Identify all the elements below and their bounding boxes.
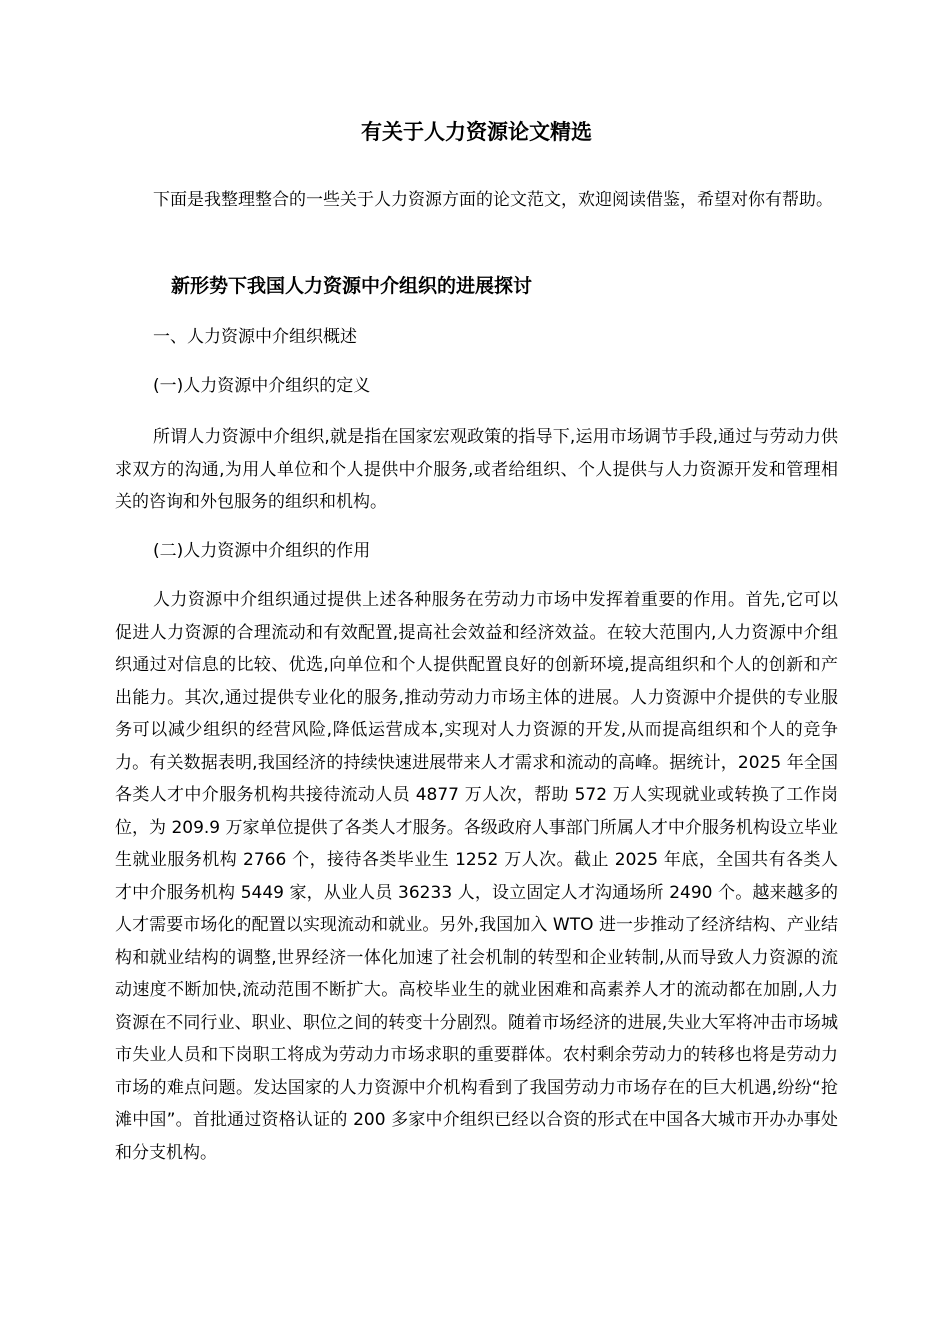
document-title: 有关于人力资源论文精选 <box>361 120 592 144</box>
definition-paragraph: 所谓人力资源中介组织,就是指在国家宏观政策的指导下,运用市场调节手段,通过与劳动力供求双方的沟通,为用人单位和个人提供中介服务,或者给组织、个人提供与人力资源开发和管理相关的咨询和外包服务的组织和机构。 <box>115 427 838 512</box>
intro-paragraph: 下面是我整理整合的一些关于人力资源方面的论文范文，欢迎阅读借鉴，希望对你有帮助。 <box>153 190 833 210</box>
section-title: 新形势下我国人力资源中介组织的进展探讨 <box>171 275 533 297</box>
subheading-definition: (一)人力资源中介组织的定义 <box>153 376 371 396</box>
heading-overview: 一、人力资源中介组织概述 <box>153 327 357 347</box>
subheading-role: (二)人力资源中介组织的作用 <box>153 541 371 561</box>
role-paragraph: 人力资源中介组织通过提供上述各种服务在劳动力市场中发挥着重要的作用。首先,它可以促进人力资源的合理流动和有效配置,提高社会效益和经济效益。在较大范围内,人力资源中介组织通过对信息的比较、优选,向单位和个人提供配置良好的创新环境,提高组织和个人的创新和产出能力。其次,通过提供专业化的服务,推动劳动力市场主体的进展。人力资源中介提供的专业服务可以减少组织的经营风险,降低运营成本,实现对人力资源的开发,从而提高组织和个人的竞争力。有关数据表明,我国经济的持续快速进展带来人才需求和流动的高峰。据统计，2025 年全国各类人才中介服务机构共接待流动人员 4877 万人次，帮助 572 万人实现就业或转换了工作岗位，为 209.9 万家单位提供了各类人才服务。各级政府人事部门所属人才中介服务机构设立毕业生就业服务机构 2766 个，接待各类毕业生 1252 万人次。截止 2025 年底，全国共有各类人才中介服务机构 5449 家，从业人员 36233 人，设立固定人才沟通场所 2490 个。越来越多的人才需要市场化的配置以实现流动和就业。另外,我国加入 WTO 进一步推动了经济结构、产业结构和就业结构的调整,世界经济一体化加速了社会机制的转型和企业转制,从而导致人力资源的流动速度不断加快,流动范围不断扩大。高校毕业生的就业困难和高素养人才的流动都在加剧,人力资源在不同行业、职业、职位之间的转变十分剧烈。随着市场经济的进展,失业大军将冲击市场城市失业人员和下岗职工将成为劳动力市场求职的重要群体。农村剩余劳动力的转移也将是劳动力市场的难点问题。发达国家的人力资源中介机构看到了我国劳动力市场存在的巨大机遇,纷纷“抢滩中国”。首批通过资格认证的 200 多家中介组织已经以合资的形式在中国各大城市开办办事处和分支机构。 <box>115 590 838 1163</box>
